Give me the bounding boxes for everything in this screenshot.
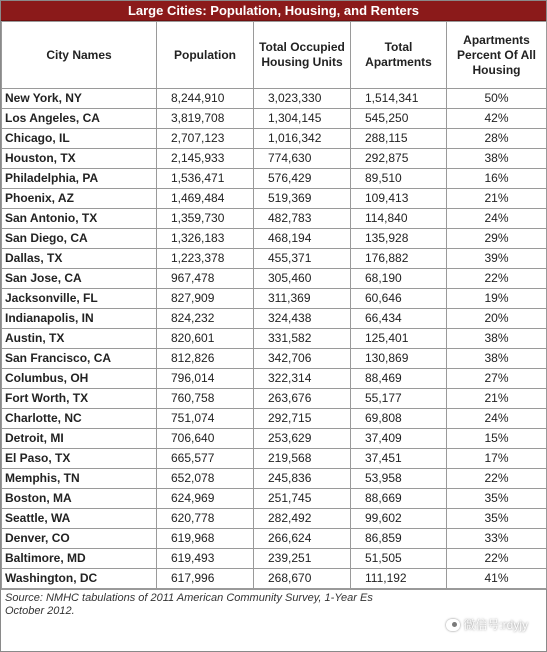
cell-apartments: 111,192 [351, 569, 447, 589]
cell-housing-units: 519,369 [254, 189, 351, 209]
cell-population: 624,969 [157, 489, 254, 509]
table-row [2, 149, 547, 169]
cell-population: 820,601 [157, 329, 254, 349]
header-row [2, 22, 547, 89]
table-row [2, 529, 547, 549]
cell-housing-units: 305,460 [254, 269, 351, 289]
table-row [2, 429, 547, 449]
cell-city: Denver, CO [2, 529, 157, 549]
cell-apartment-percent: 22% [447, 549, 547, 569]
cell-city: Chicago, IL [2, 129, 157, 149]
table-body [2, 89, 547, 589]
cell-apartment-percent: 22% [447, 269, 547, 289]
cell-city: Baltimore, MD [2, 549, 157, 569]
cell-apartments: 130,869 [351, 349, 447, 369]
table-row [2, 169, 547, 189]
cell-housing-units: 245,836 [254, 469, 351, 489]
cell-apartment-percent: 38% [447, 329, 547, 349]
cell-apartment-percent: 41% [447, 569, 547, 589]
table-row [2, 109, 547, 129]
cell-housing-units: 774,630 [254, 149, 351, 169]
table-row [2, 489, 547, 509]
cell-apartment-percent: 21% [447, 189, 547, 209]
table-row [2, 449, 547, 469]
cell-population: 751,074 [157, 409, 254, 429]
cell-population: 1,469,484 [157, 189, 254, 209]
cell-population: 619,493 [157, 549, 254, 569]
cell-population: 2,707,123 [157, 129, 254, 149]
cell-housing-units: 482,783 [254, 209, 351, 229]
cell-housing-units: 331,582 [254, 329, 351, 349]
cell-city: Detroit, MI [2, 429, 157, 449]
column-header-apartments: Total Apartments [351, 22, 447, 89]
table-row [2, 249, 547, 269]
cell-apartment-percent: 29% [447, 229, 547, 249]
cell-housing-units: 219,568 [254, 449, 351, 469]
cell-apartment-percent: 22% [447, 469, 547, 489]
cell-apartment-percent: 15% [447, 429, 547, 449]
cell-population: 796,014 [157, 369, 254, 389]
cell-housing-units: 468,194 [254, 229, 351, 249]
cell-apartment-percent: 16% [447, 169, 547, 189]
source-line-1: Source: NMHC tabulations of 2011 American Community Survey, 1-Year Es [5, 592, 373, 604]
cell-apartments: 288,115 [351, 129, 447, 149]
cell-city: Seattle, WA [2, 509, 157, 529]
column-header-population: Population [157, 22, 254, 89]
cell-city: San Francisco, CA [2, 349, 157, 369]
table-title: Large Cities: Population, Housing, and Renters [1, 1, 546, 21]
cell-city: Charlotte, NC [2, 409, 157, 429]
cell-apartment-percent: 24% [447, 409, 547, 429]
cell-apartments: 60,646 [351, 289, 447, 309]
table-row [2, 509, 547, 529]
cell-apartment-percent: 19% [447, 289, 547, 309]
table-row [2, 89, 547, 109]
cell-population: 619,968 [157, 529, 254, 549]
cell-city: San Antonio, TX [2, 209, 157, 229]
cell-apartment-percent: 21% [447, 389, 547, 409]
cell-apartment-percent: 50% [447, 89, 547, 109]
table-row [2, 569, 547, 589]
cell-city: New York, NY [2, 89, 157, 109]
cell-city: Houston, TX [2, 149, 157, 169]
cell-apartment-percent: 42% [447, 109, 547, 129]
data-table [1, 21, 547, 589]
cell-population: 1,326,183 [157, 229, 254, 249]
cell-city: El Paso, TX [2, 449, 157, 469]
cell-apartments: 114,840 [351, 209, 447, 229]
cell-population: 760,758 [157, 389, 254, 409]
cell-apartment-percent: 17% [447, 449, 547, 469]
cell-apartments: 176,882 [351, 249, 447, 269]
cell-housing-units: 1,304,145 [254, 109, 351, 129]
table-row [2, 349, 547, 369]
cell-housing-units: 266,624 [254, 529, 351, 549]
cell-housing-units: 263,676 [254, 389, 351, 409]
table-row [2, 209, 547, 229]
table-row [2, 409, 547, 429]
table-row [2, 309, 547, 329]
cell-population: 665,577 [157, 449, 254, 469]
table-row [2, 329, 547, 349]
cell-population: 1,223,378 [157, 249, 254, 269]
cell-population: 812,826 [157, 349, 254, 369]
cell-housing-units: 576,429 [254, 169, 351, 189]
cell-population: 1,536,471 [157, 169, 254, 189]
cell-apartments: 55,177 [351, 389, 447, 409]
cell-apartments: 53,958 [351, 469, 447, 489]
watermark [446, 616, 528, 633]
cell-apartment-percent: 27% [447, 369, 547, 389]
table-row [2, 389, 547, 409]
cell-apartment-percent: 28% [447, 129, 547, 149]
cell-apartments: 37,409 [351, 429, 447, 449]
cell-apartments: 68,190 [351, 269, 447, 289]
cell-population: 652,078 [157, 469, 254, 489]
cell-apartments: 69,808 [351, 409, 447, 429]
cell-apartments: 125,401 [351, 329, 447, 349]
cell-population: 824,232 [157, 309, 254, 329]
cell-apartment-percent: 24% [447, 209, 547, 229]
cell-city: Jacksonville, FL [2, 289, 157, 309]
cell-apartments: 86,859 [351, 529, 447, 549]
cell-city: Boston, MA [2, 489, 157, 509]
cell-apartments: 292,875 [351, 149, 447, 169]
cell-city: Memphis, TN [2, 469, 157, 489]
cell-apartment-percent: 39% [447, 249, 547, 269]
column-header-apartment-percent: Apartments Percent Of All Housing [447, 22, 547, 89]
cell-apartments: 66,434 [351, 309, 447, 329]
cell-population: 617,996 [157, 569, 254, 589]
cell-housing-units: 1,016,342 [254, 129, 351, 149]
cell-apartments: 109,413 [351, 189, 447, 209]
cell-city: San Diego, CA [2, 229, 157, 249]
cell-city: Dallas, TX [2, 249, 157, 269]
watermark-text: 微信号:rdyjy [463, 618, 528, 632]
cell-apartments: 99,602 [351, 509, 447, 529]
cell-housing-units: 239,251 [254, 549, 351, 569]
cell-housing-units: 455,371 [254, 249, 351, 269]
cell-apartment-percent: 35% [447, 489, 547, 509]
cell-population: 2,145,933 [157, 149, 254, 169]
cell-population: 1,359,730 [157, 209, 254, 229]
cell-city: Philadelphia, PA [2, 169, 157, 189]
cell-housing-units: 253,629 [254, 429, 351, 449]
cell-population: 827,909 [157, 289, 254, 309]
cell-housing-units: 282,492 [254, 509, 351, 529]
cell-housing-units: 322,314 [254, 369, 351, 389]
cell-housing-units: 268,670 [254, 569, 351, 589]
cell-population: 3,819,708 [157, 109, 254, 129]
table-row [2, 129, 547, 149]
cell-apartments: 89,510 [351, 169, 447, 189]
cell-housing-units: 311,369 [254, 289, 351, 309]
cell-apartment-percent: 35% [447, 509, 547, 529]
cell-apartments: 135,928 [351, 229, 447, 249]
cell-apartment-percent: 38% [447, 349, 547, 369]
cell-city: Phoenix, AZ [2, 189, 157, 209]
cell-housing-units: 324,438 [254, 309, 351, 329]
table-row [2, 369, 547, 389]
cell-housing-units: 3,023,330 [254, 89, 351, 109]
cell-city: San Jose, CA [2, 269, 157, 289]
cell-apartments: 88,669 [351, 489, 447, 509]
column-header-city: City Names [2, 22, 157, 89]
table-row [2, 229, 547, 249]
column-header-housing-units: Total Occupied Housing Units [254, 22, 351, 89]
cell-apartment-percent: 33% [447, 529, 547, 549]
cell-apartments: 545,250 [351, 109, 447, 129]
cell-apartments: 37,451 [351, 449, 447, 469]
cell-city: Washington, DC [2, 569, 157, 589]
cell-apartments: 51,505 [351, 549, 447, 569]
cell-city: Los Angeles, CA [2, 109, 157, 129]
table-row [2, 549, 547, 569]
cell-city: Fort Worth, TX [2, 389, 157, 409]
table-row [2, 469, 547, 489]
cell-apartment-percent: 20% [447, 309, 547, 329]
cell-apartments: 1,514,341 [351, 89, 447, 109]
table-row [2, 269, 547, 289]
source-line-2: October 2012. [5, 605, 75, 617]
cell-housing-units: 342,706 [254, 349, 351, 369]
cell-apartment-percent: 38% [447, 149, 547, 169]
cell-city: Columbus, OH [2, 369, 157, 389]
table-row [2, 289, 547, 309]
cell-housing-units: 292,715 [254, 409, 351, 429]
cell-apartments: 88,469 [351, 369, 447, 389]
cell-population: 8,244,910 [157, 89, 254, 109]
cell-city: Austin, TX [2, 329, 157, 349]
cell-housing-units: 251,745 [254, 489, 351, 509]
table-row [2, 189, 547, 209]
wechat-icon [446, 619, 460, 631]
cell-population: 706,640 [157, 429, 254, 449]
cell-population: 620,778 [157, 509, 254, 529]
cell-city: Indianapolis, IN [2, 309, 157, 329]
cell-population: 967,478 [157, 269, 254, 289]
